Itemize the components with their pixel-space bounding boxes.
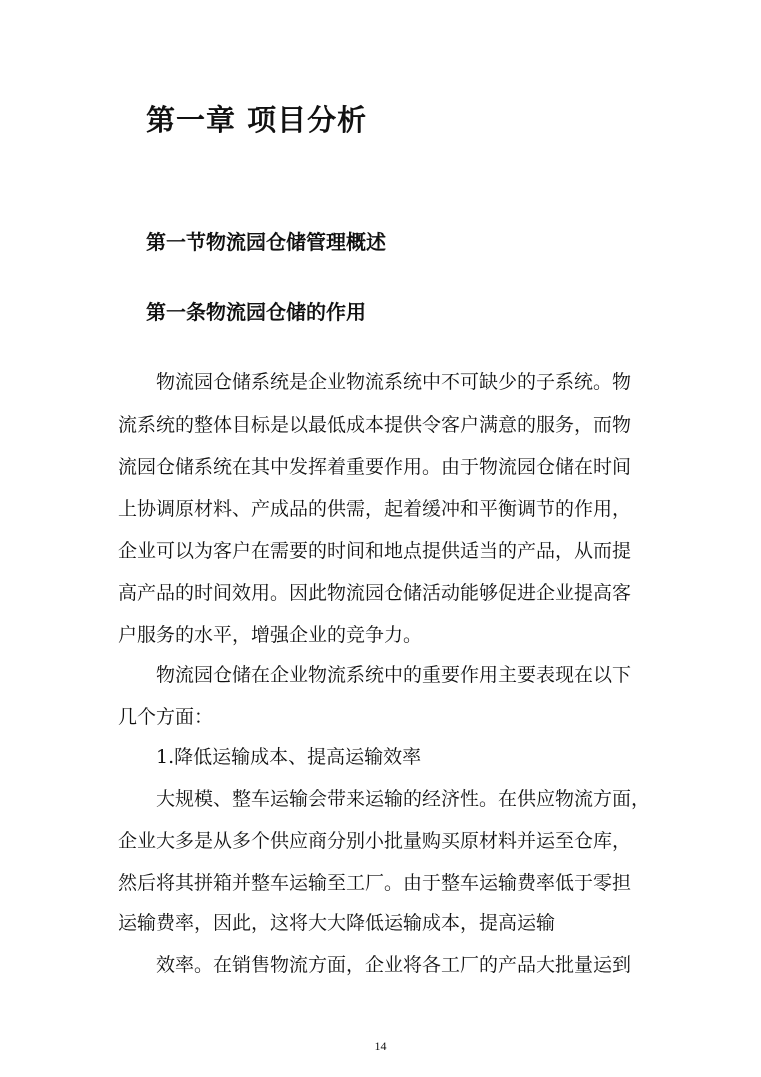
page-number: 14 [374,1039,387,1053]
body-line: 几个方面： [118,706,214,728]
body-line: 户服务的水平，增强企业的竞争力。 [118,624,423,646]
body-line: 然后将其拼箱并整车运输至工厂。由于整车运输费率低于零担 [118,872,632,894]
section-title: 第一节物流园仓储管理概述 [146,230,386,254]
article-title: 第一条物流园仓储的作用 [146,300,366,324]
body-line: 运输费率，因此，这将大大降低运输成本，提高运输 [118,912,556,934]
body-line: 上协调原材料、产成品的供需，起着缓冲和平衡调节的作用， [118,498,632,520]
body-line: 效率。在销售物流方面，企业将各工厂的产品大批量运到 [156,954,632,976]
body-line: 物流园仓储在企业物流系统中的重要作用主要表现在以下 [156,664,632,686]
body-line: 流园仓储系统在其中发挥着重要作用。由于物流园仓储在时间 [118,456,632,478]
body-line: 高产品的时间效用。因此物流园仓储活动能够促进企业提高客 [118,582,632,604]
body-line: 企业可以为客户在需要的时间和地点提供适当的产品，从而提 [118,540,632,562]
body-line: 大规模、整车运输会带来运输的经济性。在供应物流方面， [156,788,651,810]
body-line: 流系统的整体目标是以最低成本提供令客户满意的服务，而物 [118,414,632,436]
list-item-heading: 1.降低运输成本、提高运输效率 [156,746,422,768]
body-line: 物流园仓储系统是企业物流系统中不可缺少的子系统。物 [156,371,632,393]
chapter-title: 第一章 项目分析 [146,103,368,137]
body-line: 企业大多是从多个供应商分别小批量购买原材料并运至仓库， [118,830,632,852]
